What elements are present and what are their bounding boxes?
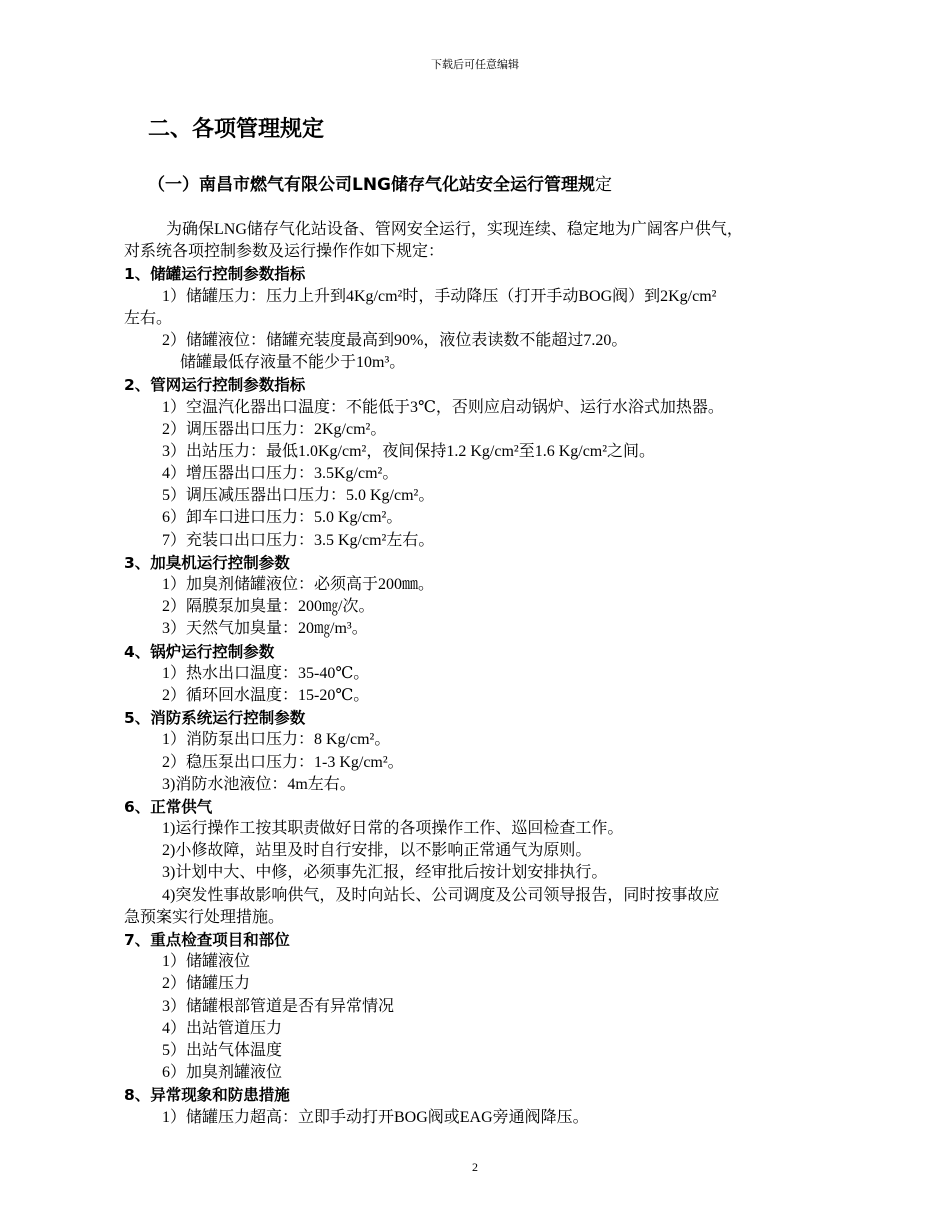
- document-body: [124, 219, 844, 1129]
- body-line: 1）储罐液位: [162, 953, 251, 971]
- body-line: 1）空温汽化器出口温度：不能低于3℃，否则应启动锅炉、运行水浴式加热器。: [162, 398, 724, 416]
- section-heading: 3、加臭机运行控制参数: [124, 553, 290, 572]
- body-line: 为确保LNG储存气化站设备、管网安全运行，实现连续、稳定地为广阔客户供气，: [166, 221, 743, 238]
- body-line: 左右。: [124, 309, 173, 327]
- body-line: 1)运行操作工按其职责做好日常的各项操作工作、巡回检查工作。: [162, 820, 624, 838]
- body-line: 5）出站气体温度: [162, 1041, 283, 1059]
- page-header: 下载后可任意编辑: [431, 59, 519, 71]
- body-line: 1）加臭剂储罐液位：必须高于200㎜。: [162, 576, 435, 593]
- subsection-title-main: （一）南昌市燃气有限公司LNG储存气化站安全运行管理规: [148, 175, 596, 195]
- body-line: 4）出站管道压力: [162, 1019, 283, 1037]
- body-line: 1）热水出口温度：35-40℃。: [162, 664, 370, 682]
- body-line: 2）隔膜泵加臭量：200㎎/次。: [162, 598, 375, 616]
- section-title: 二、各项管理规定: [148, 117, 325, 142]
- body-line: 2)小修故障，站里及时自行安排，以不影响正常通气为原则。: [162, 842, 592, 860]
- body-line: 7）充装口出口压力：3.5 Kg/cm²左右。: [162, 531, 435, 549]
- subsection-title: [148, 174, 612, 196]
- section-heading: 4、锅炉运行控制参数: [124, 642, 275, 661]
- section-heading: 2、管网运行控制参数指标: [124, 376, 306, 395]
- body-line: 2）稳压泵出口压力：1-3 Kg/cm²。: [162, 753, 404, 771]
- body-line: 1）储罐压力超高：立即手动打开BOG阀或EAG旁通阀降压。: [162, 1108, 589, 1126]
- section-heading: 6、正常供气: [124, 797, 213, 816]
- body-line: 3）天然气加臭量：20㎎/m³。: [162, 620, 368, 638]
- body-line: 2）储罐液位：储罐充装度最高到90%，液位表读数不能超过7.20。: [162, 331, 628, 349]
- body-line: 对系统各项控制参数及运行操作作如下规定：: [124, 243, 445, 261]
- body-line: 2）循环回水温度：15-20℃。: [162, 686, 370, 704]
- body-line: 急预案实行处理措施。: [124, 908, 285, 926]
- body-line: 3)计划中大、中修，必须事先汇报，经审批后按计划安排执行。: [162, 864, 608, 882]
- section-heading: 8、异常现象和防患措施: [124, 1086, 290, 1105]
- body-line: 6）卸车口进口压力：5.0 Kg/cm²。: [162, 509, 403, 527]
- body-line: 2）储罐压力: [162, 975, 251, 993]
- body-line: 1）消防泵出口压力：8 Kg/cm²。: [162, 731, 391, 749]
- body-line: 3)消防水池液位：4m左右。: [162, 775, 356, 793]
- body-line: 3）出站压力：最低1.0Kg/cm²，夜间保持1.2 Kg/cm²至1.6 Kg/cm²之间。: [162, 442, 656, 460]
- section-heading: 5、消防系统运行控制参数: [124, 709, 306, 728]
- section-heading: 1、储罐运行控制参数指标: [124, 265, 306, 284]
- body-line: 1）储罐压力：压力上升到4Kg/cm²时，手动降压（打开手动BOG阀）到2Kg/cm²: [162, 287, 717, 305]
- body-line: 储罐最低存液量不能少于10m³。: [180, 354, 406, 372]
- body-line: 3）储罐根部管道是否有异常情况: [162, 997, 395, 1015]
- body-line: 4)突发性事故影响供气，及时向站长、公司调度及公司领导报告，同时按事故应: [162, 886, 720, 904]
- subsection-title-tail: 定: [595, 175, 613, 195]
- body-line: 2）调压器出口压力：2Kg/cm²。: [162, 420, 387, 438]
- section-heading: 7、重点检查项目和部位: [124, 931, 290, 949]
- body-line: 4）增压器出口压力：3.5Kg/cm²。: [162, 465, 399, 483]
- body-line: 5）调压减压器出口压力：5.0 Kg/cm²。: [162, 487, 435, 505]
- body-line: 6）加臭剂罐液位: [162, 1064, 283, 1082]
- page-number: 2: [472, 1160, 478, 1174]
